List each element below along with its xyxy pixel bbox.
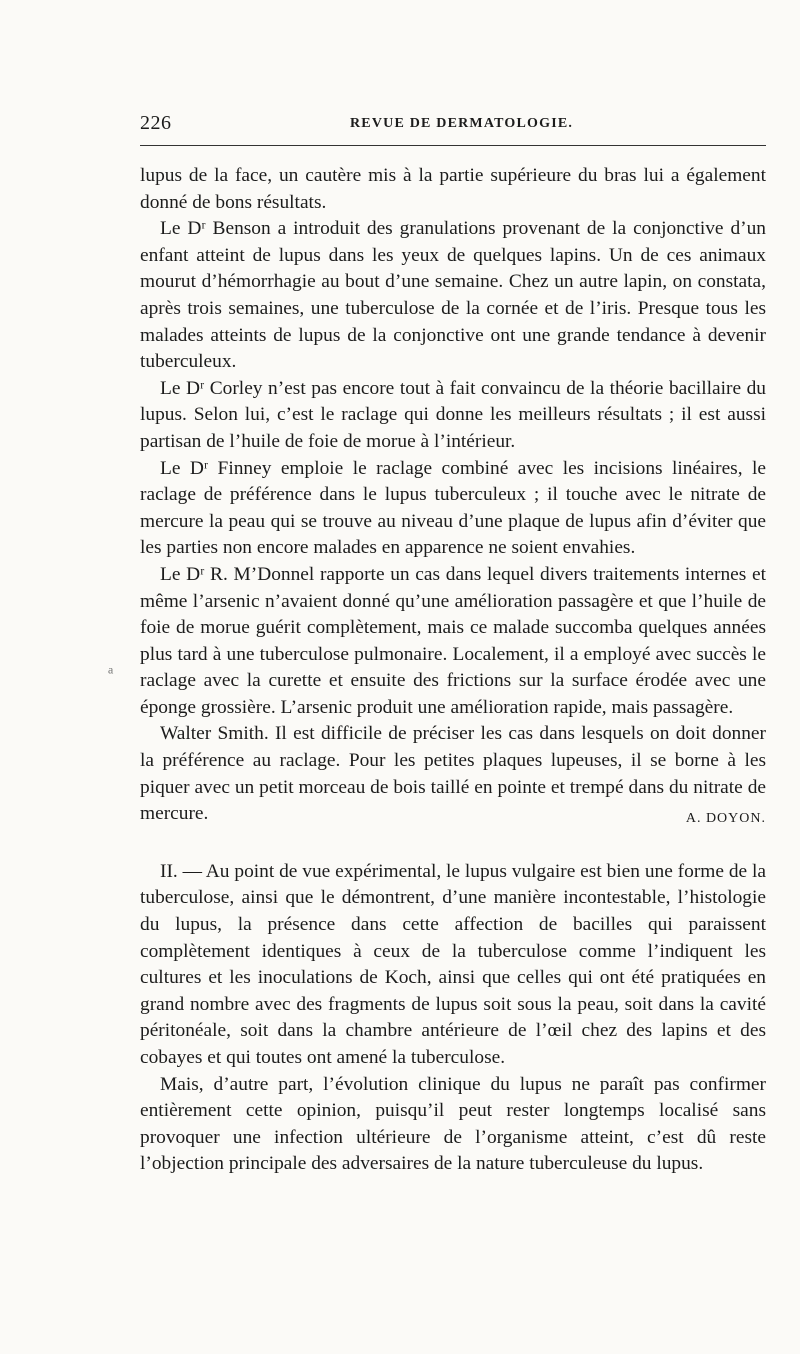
paragraph: Le Dʳ R. M’Donnel rapporte un cas dans lequel divers traitements internes et même l’arsenic n’avaient donné qu’une amélioration passagère et que l’huile de foie de morue guérit complètement, mais ce malade succomba quelques années plus tard à une tuberculose pulmonaire. Localement, il a employé avec succès le raclage avec la curette et ensuite des frictions sur la surface érodée avec une éponge grossière. L’arsenic produit une amélioration rapide, mais passagère.: [140, 563, 766, 718]
page-header: [140, 112, 766, 136]
running-head: REVUE DE DERMATOLOGIE.: [350, 116, 574, 131]
paragraph-last: [140, 721, 766, 827]
paragraph: Le Dʳ Finney emploie le raclage combiné avec les incisions linéaires, le raclage de préférence dans le lupus tuberculeux ; il touche avec le nitrate de mercure la peau qui se trouve au niveau d’une plaque de lupus afin d’éviter que les parties non encore malades en apparence ne soient envahies.: [140, 457, 766, 559]
paragraph: lupus de la face, un cautère mis à la partie supérieure du bras lui a également donné de bons résultats.: [140, 165, 766, 213]
paragraph: Le Dʳ Benson a introduit des granulations provenant de la conjonctive d’un enfant atteint de lupus dans les yeux de quelques lapins. Un de ces animaux mourut d’hémorrhagie au bout d’une semaine. Chez un autre lapin, on constata, après trois semaines, une tuberculose de la cornée et de l’iris. Presque tous les malades atteints de lupus de la conjonctive ont une grande tendance à devenir tuberculeux.: [140, 218, 766, 373]
header-rule: [140, 145, 766, 146]
section-two-paragraph: Mais, d’autre part, l’évolution clinique du lupus ne paraît pas confirmer entièrement cette opinion, puisqu’il peut rester longtemps localisé sans provoquer une infection ultérieure de l’organisme atteint, c’est dû reste l’objection principale des adversaires de la nature tuberculeuse du lupus.: [140, 1073, 766, 1175]
page-number: 226: [140, 112, 172, 134]
section-two-paragraph: II. — Au point de vue expérimental, le lupus vulgaire est bien une forme de la tuberculose, ainsi que le démontrent, d’une manière incontestable, l’histologie du lupus, la présence dans cette affection de bacilles qui paraissent complètement identiques à ceux de la tuberculose comme l’indiquent les cultures et les inoculations de Koch, ainsi que celles qui ont été pratiquées en grand nombre avec des fragments de lupus soit sous la peau, soit dans la cavité péritonéale, soit dans la chambre antérieure de l’œil chez des lapins et des cobayes et qui toutes ont amené la tuberculose.: [140, 860, 766, 1068]
paragraph: Le Dʳ Corley n’est pas encore tout à fait convaincu de la théorie bacillaire du lupus. Selon lui, c’est le raclage qui donne les meilleurs résultats ; il est aussi partisan de l’huile de foie de morue à l’intérieur.: [140, 377, 766, 452]
body-text: [140, 163, 766, 1178]
signature: A. DOYON.: [685, 811, 766, 827]
margin-mark: ᵃ: [108, 662, 114, 684]
paragraph-text: Walter Smith. Il est difficile de préciser les cas dans lesquels on doit donner la préférence au raclage. Pour les petites plaques lupeuses, il se borne à les piquer avec un petit morceau de bois taillé en pointe et trempé dans du nitrate de mercure.: [140, 723, 766, 825]
